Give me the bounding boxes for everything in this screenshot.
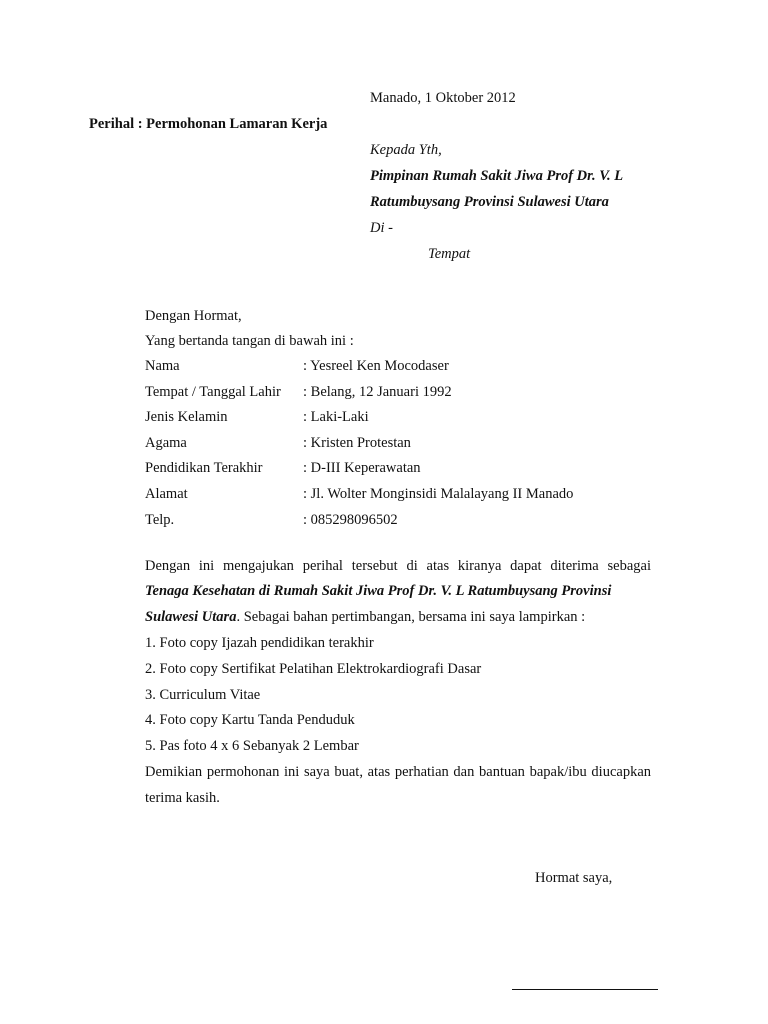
field-label: Tempat / Tanggal Lahir bbox=[145, 383, 281, 400]
regards: Hormat saya, bbox=[535, 870, 613, 886]
field-label: Alamat bbox=[145, 486, 188, 502]
subject-line: Perihal : Permohonan Lamaran Kerja bbox=[89, 116, 328, 132]
field-label: Jenis Kelamin bbox=[145, 409, 228, 426]
recipient-tempat: Tempat bbox=[428, 246, 471, 262]
position-bold-text: Sulawesi Utara bbox=[145, 609, 237, 625]
attachment-item: 5. Pas foto 4 x 6 Sebanyak 2 Lembar bbox=[145, 738, 359, 755]
field-label: Nama bbox=[145, 358, 180, 374]
paragraph-line bbox=[145, 608, 585, 626]
field-label: Agama bbox=[145, 434, 187, 451]
attachment-item: 1. Foto copy Ijazah pendidikan terakhir bbox=[145, 635, 374, 651]
field-value: : Laki-Laki bbox=[303, 409, 369, 426]
field-value: : Jl. Wolter Monginsidi Malalayang II Manado bbox=[303, 486, 574, 502]
field-value: : Kristen Protestan bbox=[303, 434, 411, 451]
position-bold-line: Tenaga Kesehatan di Rumah Sakit Jiwa Prof Dr. V. L Ratumbuysang Provinsi bbox=[145, 583, 612, 599]
signature-line bbox=[512, 989, 658, 990]
field-value: : Yesreel Ken Mocodaser bbox=[303, 358, 449, 374]
field-label: Telp. bbox=[145, 511, 175, 528]
field-value: : D-III Keperawatan bbox=[303, 460, 421, 477]
recipient-line1: Pimpinan Rumah Sakit Jiwa Prof Dr. V. L bbox=[370, 168, 624, 184]
greeting: Dengan Hormat, bbox=[145, 308, 242, 324]
recipient-di: Di - bbox=[370, 220, 393, 236]
closing-line: Demikian permohonan ini saya buat, atas perhatian dan bantuan bapak/ibu diucapkan bbox=[145, 764, 651, 780]
attachment-item: 2. Foto copy Sertifikat Pelatihan Elektrokardiografi Dasar bbox=[145, 660, 482, 677]
place-date: Manado, 1 Oktober 2012 bbox=[370, 90, 516, 106]
paragraph-line: Dengan ini mengajukan perihal tersebut di atas kiranya dapat diterima sebagai bbox=[145, 558, 651, 574]
attachment-item: 3. Curriculum Vitae bbox=[145, 686, 261, 703]
recipient-salutation: Kepada Yth, bbox=[370, 142, 442, 158]
intro: Yang bertanda tangan di bawah ini : bbox=[145, 333, 354, 349]
closing-line: terima kasih. bbox=[145, 790, 220, 806]
recipient-line2: Ratumbuysang Provinsi Sulawesi Utara bbox=[370, 194, 609, 210]
field-value: : Belang, 12 Januari 1992 bbox=[303, 383, 452, 400]
paragraph-text: . Sebagai bahan pertimbangan, bersama ini saya lampirkan : bbox=[236, 609, 586, 625]
field-label: Pendidikan Terakhir bbox=[145, 460, 263, 477]
attachment-item: 4. Foto copy Kartu Tanda Penduduk bbox=[145, 712, 355, 729]
field-value: : 085298096502 bbox=[303, 511, 398, 528]
